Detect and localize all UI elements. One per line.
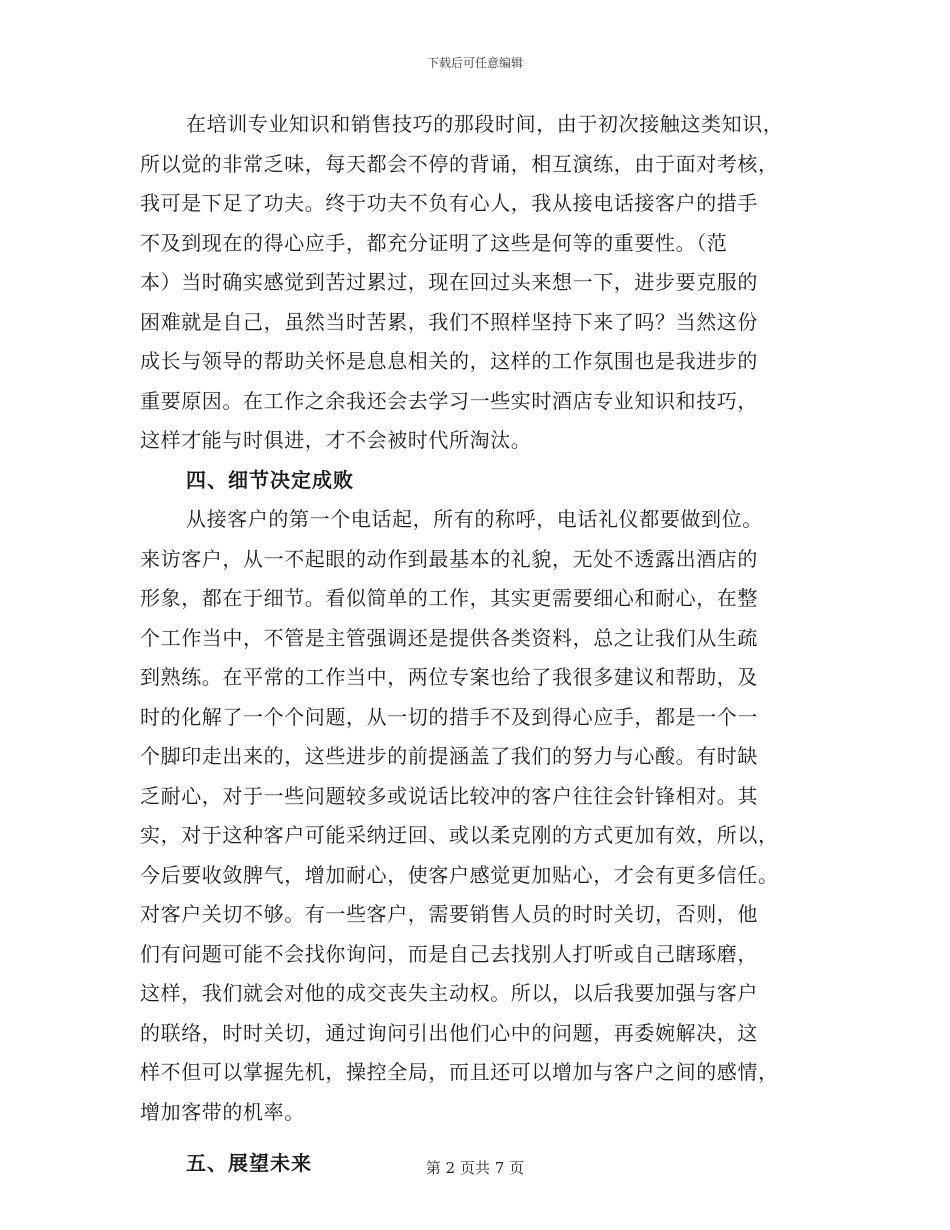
- paragraph-line: 个工作当中，不管是主管强调还是提供各类资料，总之让我们从生疏: [140, 625, 758, 650]
- paragraph-line: 样不但可以掌握先机，操控全局，而且还可以增加与客户之间的感情，: [140, 1060, 779, 1084]
- section-heading-5: 五、展望未来: [186, 1151, 312, 1175]
- paragraph-line: 到熟练。在平常的工作当中，两位专案也给了我很多建议和帮助，及: [140, 665, 758, 689]
- paragraph-line: 的联络，时时关切，通过询问引出他们心中的问题，再委婉解决，这: [140, 1020, 758, 1045]
- paragraph-line: 今后要收敛脾气，增加耐心，使客户感觉更加贴心，才会有更多信任。: [140, 862, 779, 887]
- paragraph-line: 们有问题可能不会找你询问，而是自己去找别人打听或自己瞎琢磨，: [140, 941, 758, 966]
- paragraph-line: 本）当时确实感觉到苦过累过，现在回过头来想一下，进步要克服的: [140, 270, 758, 294]
- paragraph-line: 所以觉的非常乏味，每天都会不停的背诵，相互演练，由于面对考核，: [140, 151, 779, 176]
- paragraph-gap: [140, 1132, 830, 1144]
- paragraph-line: 这样才能与时俱进，才不会被时代所淘汰。: [140, 428, 532, 452]
- paragraph-line: 不及到现在的得心应手，都充分证明了这些是何等的重要性。（范: [140, 230, 728, 255]
- page-number: 第 2 页共 7 页: [425, 1159, 525, 1177]
- paragraph-line: 乏耐心，对于一些问题较多或说话比较冲的客户往往会针锋相对。其: [140, 783, 758, 808]
- paragraph-line: 实，对于这种客户可能采纳迂回、或以柔克刚的方式更加有效，所以，: [140, 823, 779, 847]
- document-body: [140, 105, 830, 1184]
- paragraph-line: 我可是下足了功夫。终于功夫不负有心人，我从接电话接客户的措手: [140, 191, 758, 215]
- paragraph-line: 形象，都在于细节。看似简单的工作，其实更需要细心和耐心，在整: [140, 586, 758, 610]
- section-heading-4: 四、细节决定成败: [186, 467, 354, 492]
- paragraph-line: 从接客户的第一个电话起，所有的称呼，电话礼仪都要做到位。: [186, 507, 763, 531]
- paragraph-line: 时的化解了一个个问题，从一切的措手不及到得心应手，都是一个一: [140, 704, 758, 729]
- header-note: 下载后可任意编辑: [426, 56, 523, 70]
- paragraph-line: 对客户关切不够。有一些客户，需要销售人员的时时关切，否则，他: [140, 902, 758, 926]
- paragraph-line: 重要原因。在工作之余我还会去学习一些实时酒店专业知识和技巧，: [140, 388, 758, 413]
- paragraph-line: 个脚印走出来的，这些进步的前提涵盖了我们的努力与心酸。有时缺: [140, 744, 758, 768]
- paragraph-line: 在培训专业知识和销售技巧的那段时间，由于初次接触这类知识，: [186, 112, 784, 136]
- paragraph-line: 困难就是自己，虽然当时苦累，我们不照样坚持下来了吗？当然这份: [140, 309, 758, 334]
- paragraph-line: 成长与领导的帮助关怀是息息相关的，这样的工作氛围也是我进步的: [140, 349, 758, 373]
- paragraph-line: 这样，我们就会对他的成交丧失主动权。所以，以后我要加强与客户: [140, 981, 758, 1005]
- paragraph-line: 增加客带的机率。: [140, 1099, 305, 1124]
- paragraph-line: 来访客户，从一不起眼的动作到最基本的礼貌，无处不透露出酒店的: [140, 546, 758, 571]
